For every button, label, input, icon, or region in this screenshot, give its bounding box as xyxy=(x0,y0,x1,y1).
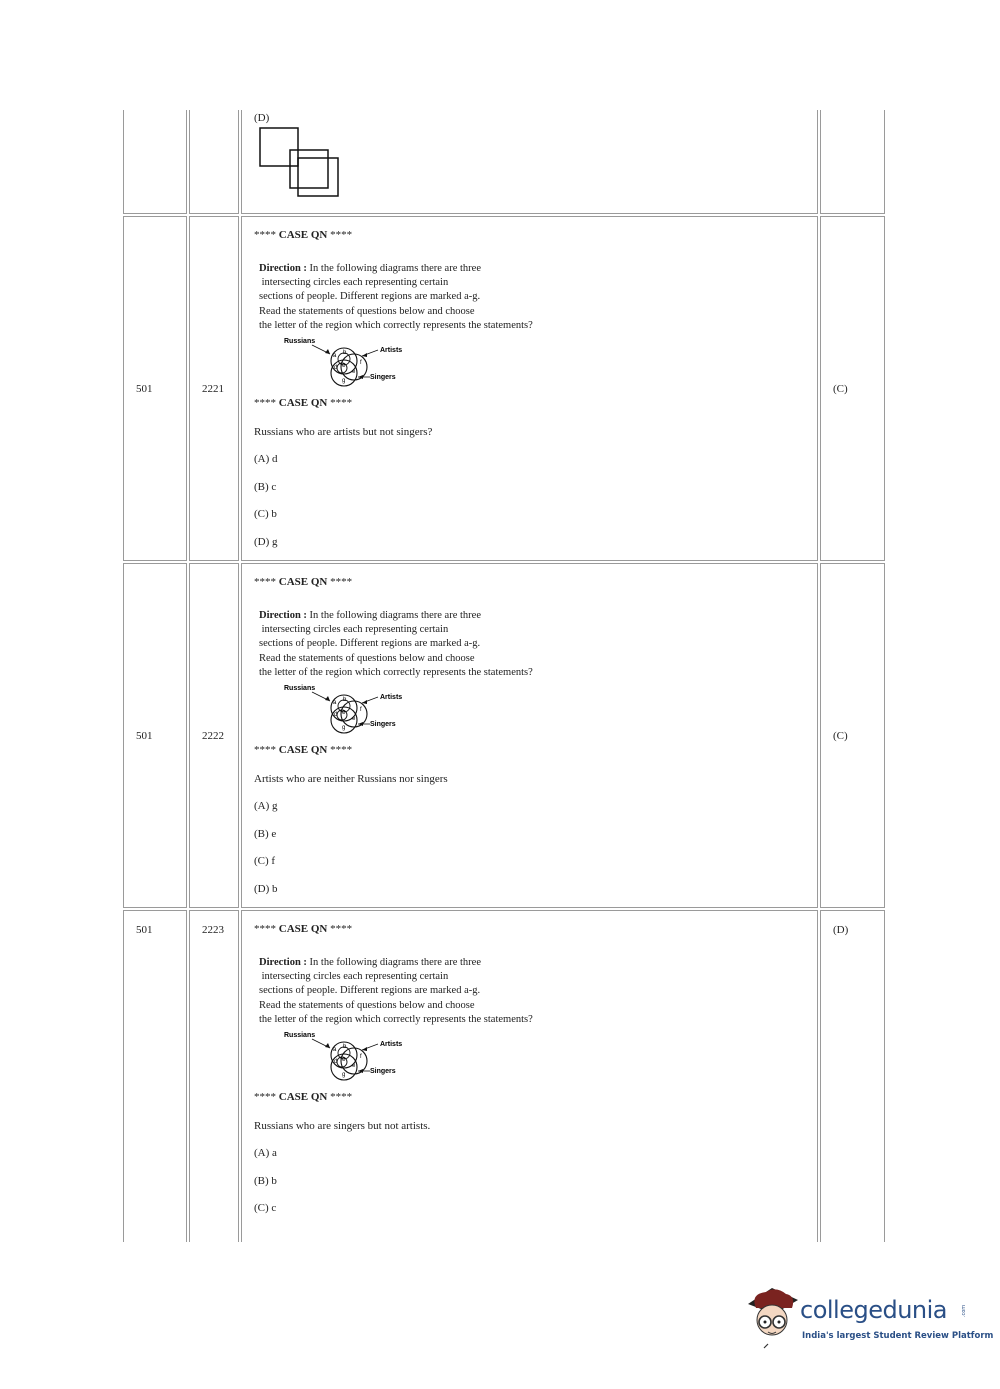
case-header: **** CASE QN **** xyxy=(254,1091,353,1103)
direction-text: Direction : In the following diagrams there are three intersecting circles each representing certain sections of people. Different regions are marked a-g. Read the statements of questions below and choose the letter of the region which correctly represents the statements? xyxy=(259,610,533,678)
venn-region-f: f xyxy=(360,1054,362,1060)
venn-region-g: g xyxy=(342,378,346,384)
table-row xyxy=(123,563,885,908)
venn-label-russians: Russians xyxy=(284,338,316,345)
answer: (C) xyxy=(833,383,848,395)
option-a: (A) g xyxy=(254,800,278,812)
venn-label-russians: Russians xyxy=(284,1032,316,1039)
option-b: (B) b xyxy=(254,1175,277,1187)
question-id: 2221 xyxy=(202,383,224,395)
option-a: (A) d xyxy=(254,453,278,465)
col1-value: 501 xyxy=(136,383,153,395)
question-id: 2222 xyxy=(202,730,224,742)
table-row xyxy=(123,110,885,214)
question-text: Artists who are neither Russians nor singers xyxy=(254,773,448,785)
table-row xyxy=(123,216,885,561)
brand-name: collegedunia xyxy=(800,1296,948,1324)
option-d: (D) xyxy=(254,112,270,124)
venn-region-b: b xyxy=(343,697,347,703)
venn-region-d: d xyxy=(334,365,338,371)
venn-region-g: g xyxy=(342,1072,346,1078)
venn-diagram xyxy=(282,684,422,744)
venn-region-a: a xyxy=(333,700,337,706)
case-header: **** CASE QN **** xyxy=(254,744,353,756)
case-header: **** CASE QN **** xyxy=(254,576,353,588)
venn-label-artists: Artists xyxy=(380,347,403,354)
venn-region-d: d xyxy=(334,1059,338,1065)
option-a: (A) a xyxy=(254,1147,277,1159)
case-header: **** CASE QN **** xyxy=(254,397,353,409)
question-text: Russians who are artists but not singers? xyxy=(254,426,433,438)
venn-diagram xyxy=(282,1031,422,1091)
question-id: 2223 xyxy=(202,924,224,936)
answer: (C) xyxy=(833,730,848,742)
col1-value: 501 xyxy=(136,730,153,742)
venn-region-e: e xyxy=(352,369,356,375)
venn-label-artists: Artists xyxy=(380,694,403,701)
question-text: Russians who are singers but not artists. xyxy=(254,1120,431,1132)
direction-text: Direction : In the following diagrams there are three intersecting circles each representing certain sections of people. Different regions are marked a-g. Read the statements of questions below and choose the letter of the region which correctly represents the statements? xyxy=(259,263,533,331)
venn-label-artists: Artists xyxy=(380,1041,403,1048)
option-d: (D) b xyxy=(254,883,278,895)
squares-figure xyxy=(258,126,348,200)
venn-region-b: b xyxy=(343,1044,347,1050)
venn-label-russians: Russians xyxy=(284,685,316,692)
table-row xyxy=(123,910,885,1242)
option-d: (D) g xyxy=(254,536,278,548)
venn-label-singers: Singers xyxy=(370,1068,396,1075)
question-table xyxy=(123,110,885,1242)
option-c: (C) f xyxy=(254,855,276,867)
venn-region-c: c xyxy=(342,710,345,716)
venn-label-singers: Singers xyxy=(370,721,396,728)
mascot-icon xyxy=(742,1282,802,1352)
case-header: **** CASE QN **** xyxy=(254,923,353,935)
brand-tagline: India's largest Student Review Platform xyxy=(802,1331,994,1341)
venn-region-f: f xyxy=(360,360,362,366)
direction-text: Direction : In the following diagrams there are three intersecting circles each representing certain sections of people. Different regions are marked a-g. Read the statements of questions below and choose the letter of the region which correctly represents the statements? xyxy=(259,957,533,1025)
venn-region-e: e xyxy=(352,716,356,722)
venn-region-c: c xyxy=(342,1057,345,1063)
brand-suffix: .com xyxy=(961,1304,968,1318)
option-c: (C) b xyxy=(254,508,277,520)
option-b: (B) c xyxy=(254,481,277,493)
venn-region-d: d xyxy=(334,712,338,718)
venn-region-e: e xyxy=(352,1063,356,1069)
venn-region-a: a xyxy=(333,1047,337,1053)
option-c: (C) c xyxy=(254,1202,277,1214)
venn-label-singers: Singers xyxy=(370,374,396,381)
case-header: **** CASE QN **** xyxy=(254,229,353,241)
venn-region-b: b xyxy=(343,350,347,356)
answer: (D) xyxy=(833,924,849,936)
venn-region-f: f xyxy=(360,707,362,713)
option-b: (B) e xyxy=(254,828,277,840)
venn-region-g: g xyxy=(342,725,346,731)
venn-diagram xyxy=(282,337,422,397)
venn-region-a: a xyxy=(333,353,337,359)
col1-value: 501 xyxy=(136,924,153,936)
venn-region-c: c xyxy=(342,363,345,369)
